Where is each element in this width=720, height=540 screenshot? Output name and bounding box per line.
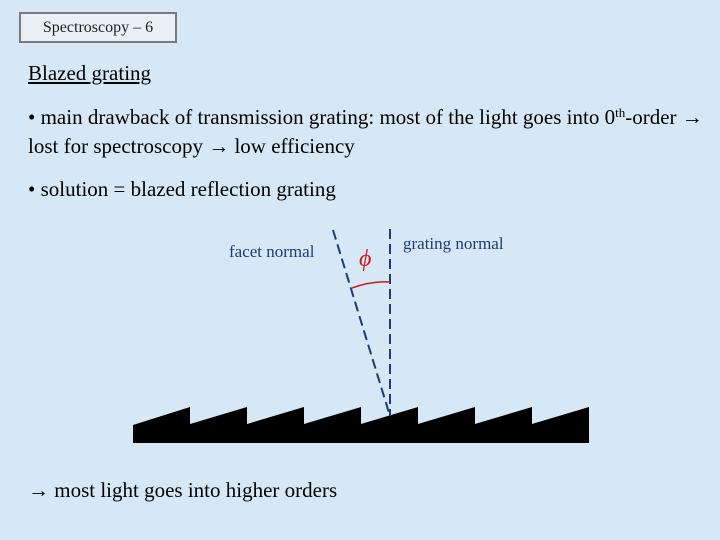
bullet-drawback-text-end: -order → lost for spectroscopy → low efficiency <box>28 105 703 158</box>
angle-arc <box>352 282 390 288</box>
superscript-th: th <box>615 105 626 120</box>
grating-normal-label: grating normal <box>403 234 504 253</box>
bullet-drawback-text-start: • main drawback of transmission grating: most of the light goes into 0 <box>28 105 616 129</box>
conclusion-text: → most light goes into higher orders <box>28 478 338 502</box>
grating-profile <box>133 407 589 443</box>
facet-normal-label: facet normal <box>229 242 315 261</box>
blaze-angle-symbol: ϕ <box>359 246 372 272</box>
bullet-solution: • solution = blazed reflection grating <box>28 177 336 201</box>
page-title: Blazed grating <box>28 61 152 85</box>
slide-number-text: Spectroscopy – 6 <box>42 18 154 36</box>
